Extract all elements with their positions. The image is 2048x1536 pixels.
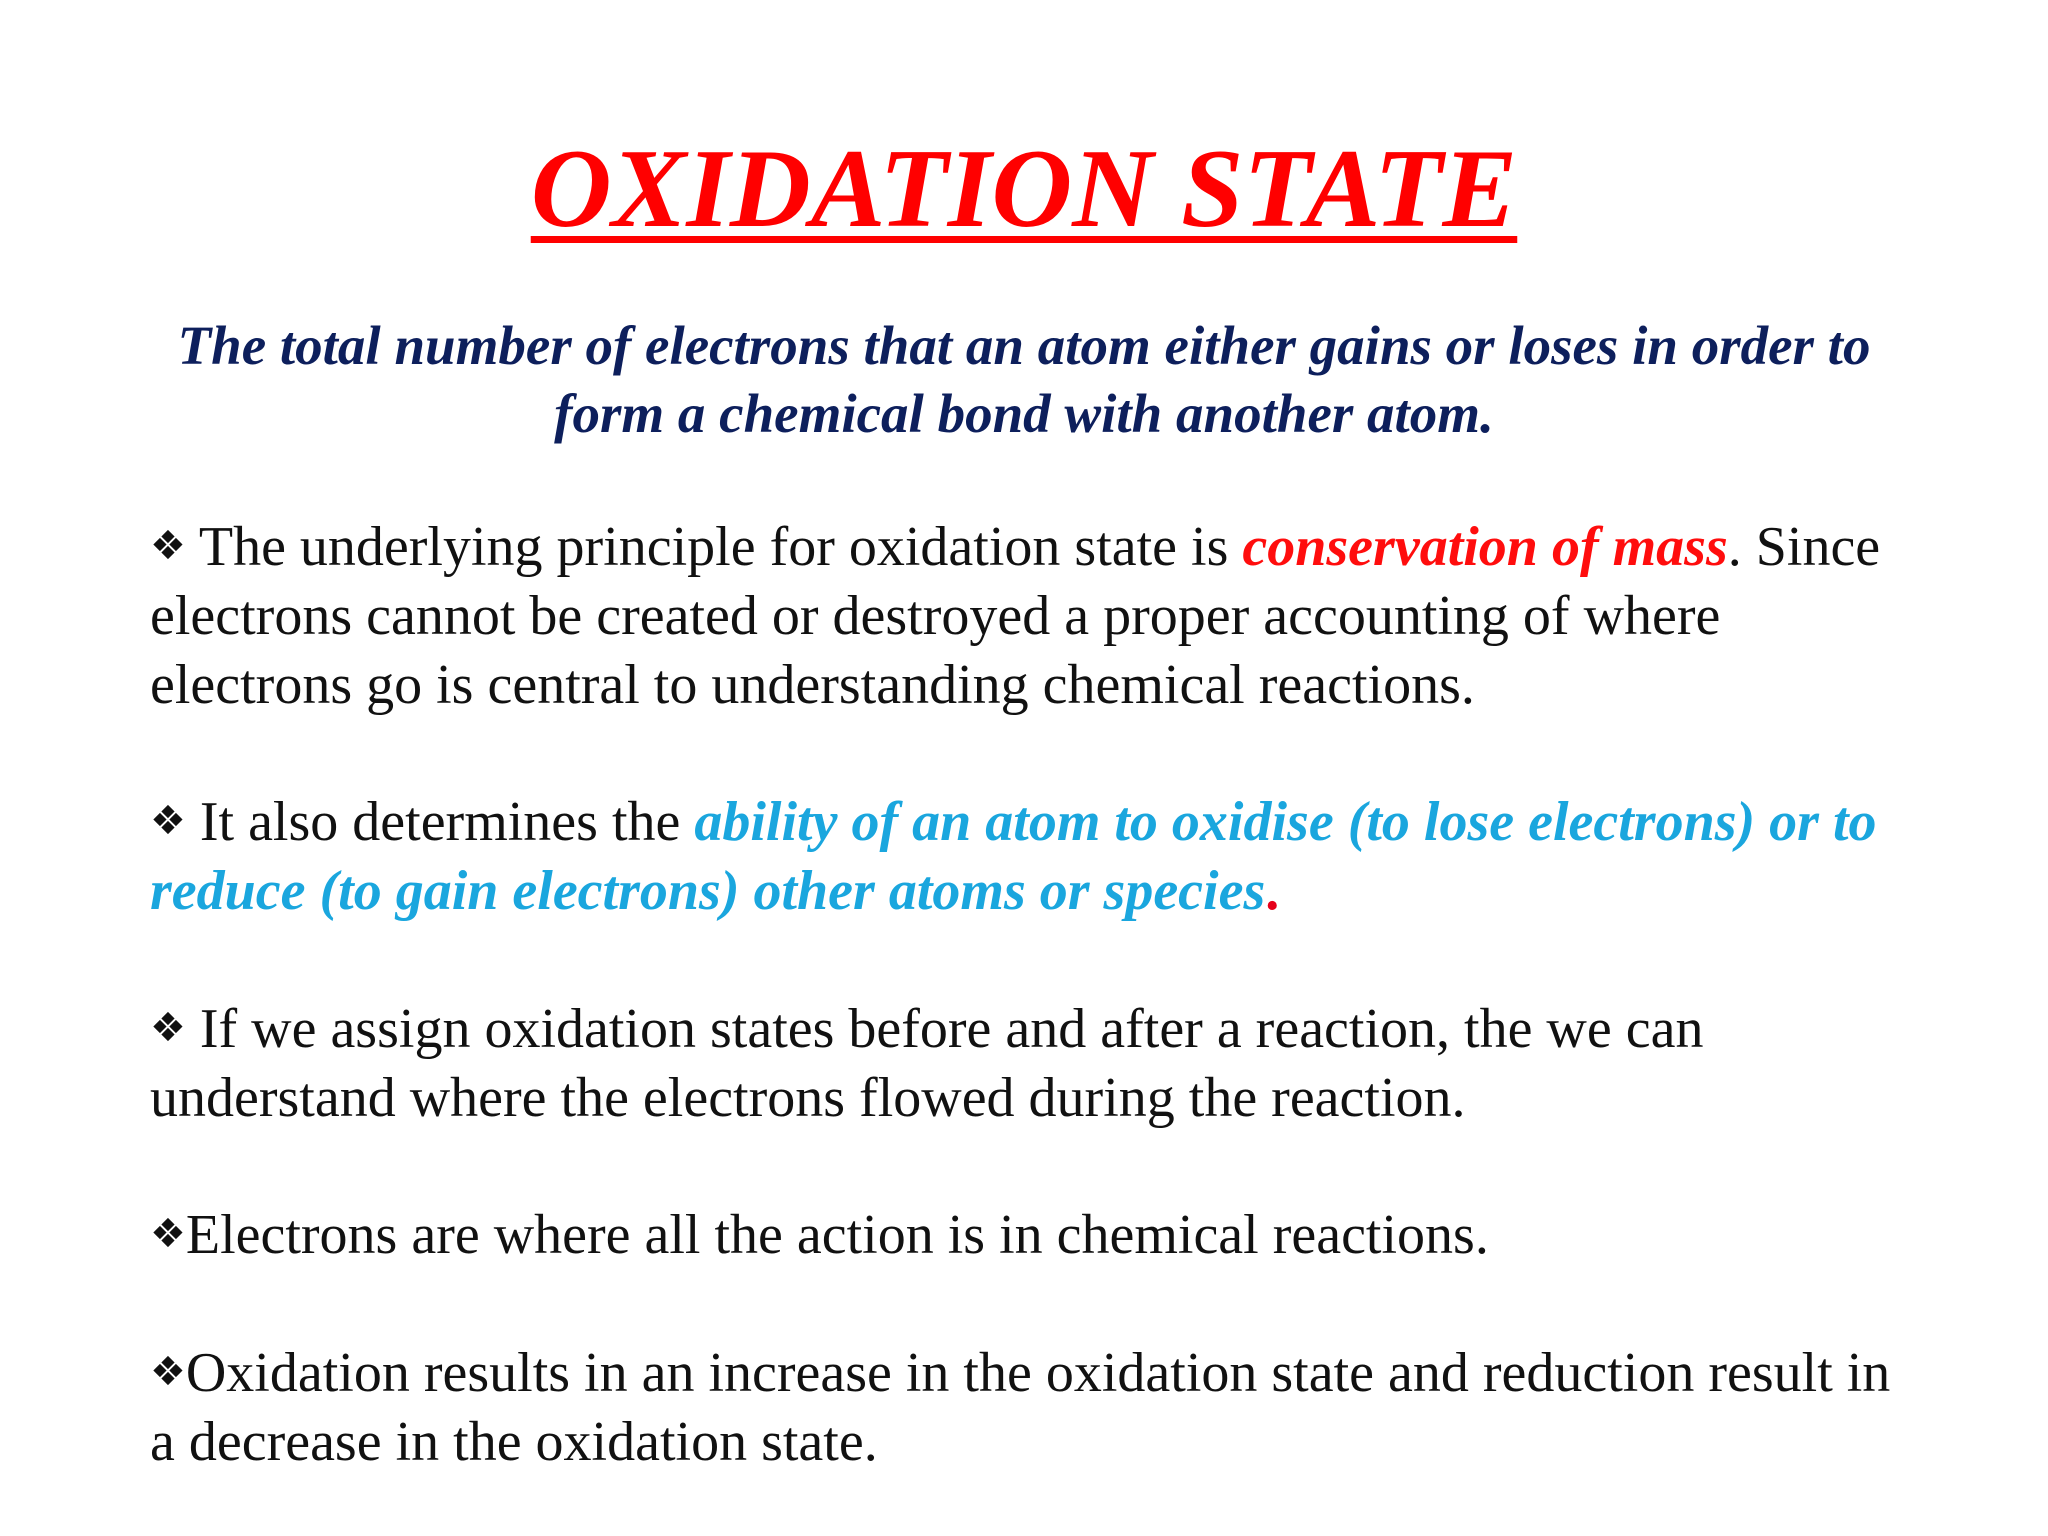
diamond-bullet-icon: ❖ — [150, 798, 186, 844]
definition-text: The total number of electrons that an atom either gains or loses in order to form a chemical bond with another atom. — [177, 315, 1871, 444]
bullet-item-1 — [150, 512, 1910, 720]
bullet-4-text: Electrons are where all the action is in chemical reactions. — [185, 1204, 1489, 1266]
bullet-2-text-before: It also determines the — [199, 791, 695, 853]
bullet-item-3 — [150, 994, 1910, 1133]
slide-title: OXIDATION STATE — [530, 127, 1518, 251]
bullet-3-text: If we assign oxidation states before and after a reaction, the we can understand where the electrons flowed during the reaction. — [150, 998, 1704, 1129]
bullet-5-text: Oxidation results in an increase in the oxidation state and reduction result in a decrease in the oxidation state. — [150, 1342, 1891, 1473]
diamond-bullet-icon: ❖ — [150, 523, 186, 569]
diamond-bullet-icon: ❖ — [150, 1005, 186, 1051]
bullet-2-highlight: ability of an atom to oxidise (to lose electrons) or to reduce (to gain electrons) other atoms or species — [150, 791, 1877, 922]
bullet-item-2 — [150, 787, 1910, 926]
bullet-1-text-after: . Since electrons cannot be created or destroyed a proper accounting of where electrons go is central to understanding chemical reactions. — [150, 516, 1881, 716]
bullet-item-4 — [150, 1200, 1910, 1270]
bullet-2-text-after: . — [1265, 860, 1280, 922]
diamond-bullet-icon: ❖ — [150, 1211, 186, 1257]
diamond-bullet-icon: ❖ — [150, 1349, 186, 1395]
bullet-1-text-before: The underlying principle for oxidation state is — [198, 516, 1243, 578]
bullet-item-5 — [150, 1338, 1910, 1477]
bullet-1-highlight: conservation of mass — [1242, 516, 1728, 578]
